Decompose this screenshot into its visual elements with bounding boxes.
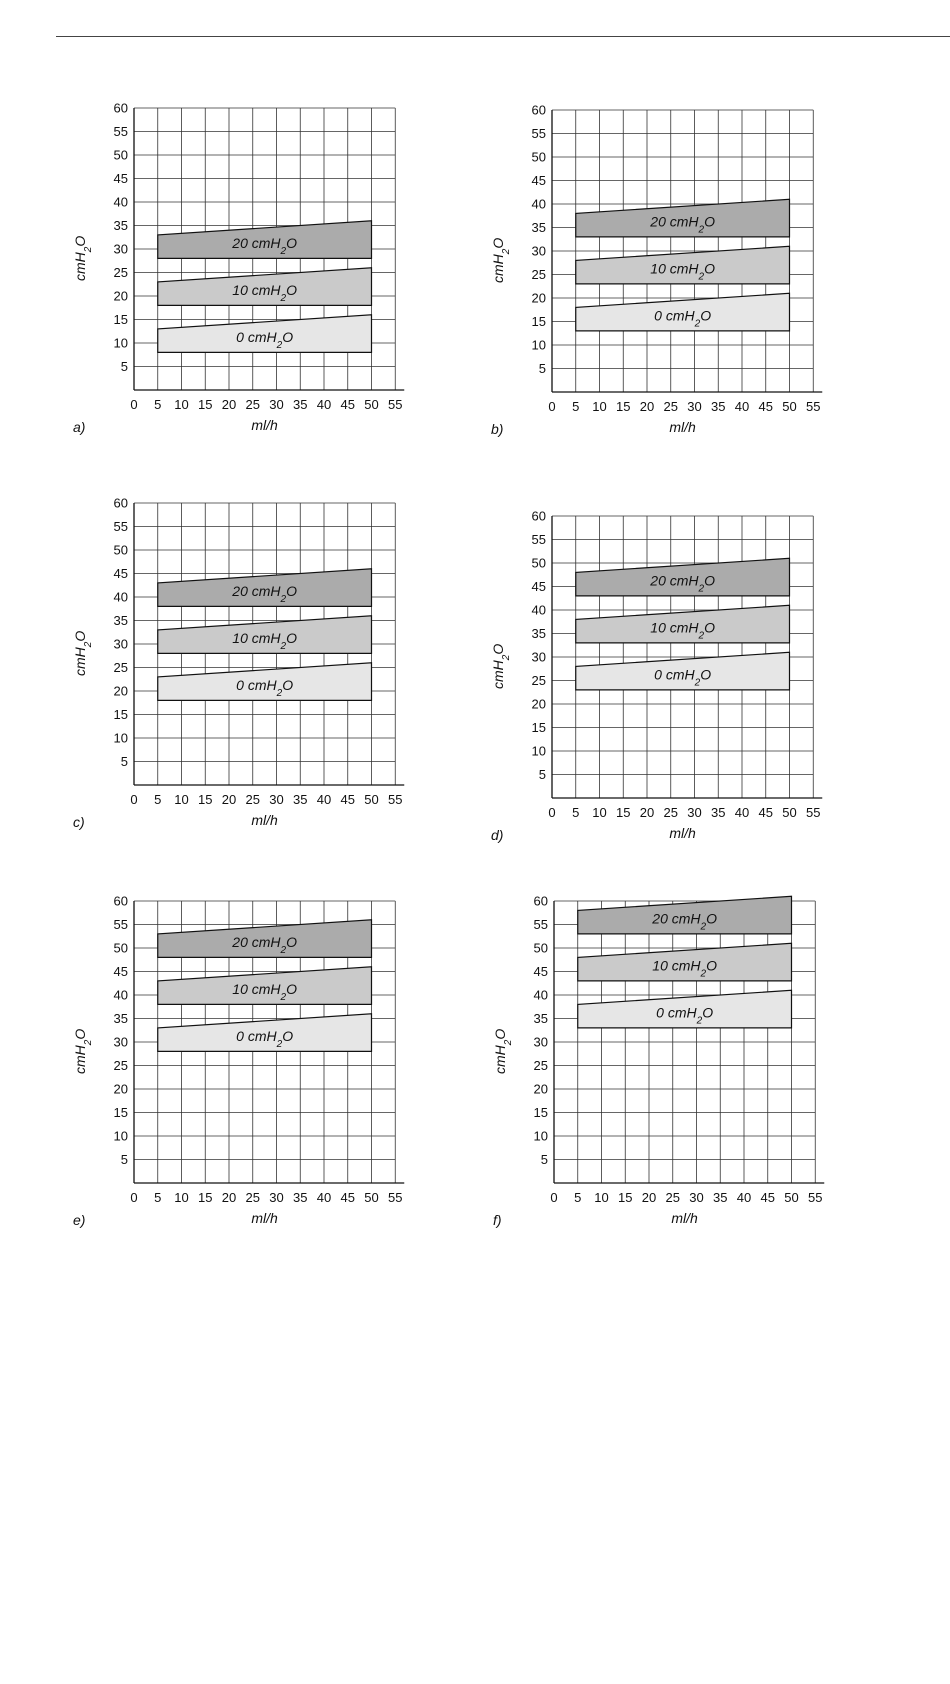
chart-panel-f xyxy=(490,893,940,1293)
x-tick-label: 40 xyxy=(316,1190,332,1205)
x-tick-label: 15 xyxy=(198,397,213,412)
y-tick-label: 15 xyxy=(533,1105,548,1120)
y-tick-label: 30 xyxy=(113,1034,128,1050)
y-tick-label: 5 xyxy=(120,359,128,374)
panel-letter: b) xyxy=(491,421,504,437)
y-tick-label: 50 xyxy=(531,555,546,571)
x-tick-label: 55 xyxy=(806,399,821,414)
x-tick-label: 35 xyxy=(711,805,726,820)
y-tick-label: 25 xyxy=(113,1058,128,1073)
x-tick-label: 50 xyxy=(784,1190,799,1205)
x-axis-label: ml/h xyxy=(669,825,696,841)
grid xyxy=(554,901,815,1183)
y-tick-label: 25 xyxy=(113,265,128,280)
x-tick-label: 50 xyxy=(782,399,797,414)
y-tick-label: 30 xyxy=(531,243,546,259)
band-label: 0 cmH$_2$O xyxy=(654,307,712,330)
x-tick-label: 50 xyxy=(364,792,379,807)
y-tick-label: 35 xyxy=(113,218,128,233)
y-tick-label: 55 xyxy=(531,532,546,547)
y-tick-label: 20 xyxy=(113,1081,128,1097)
band-2 xyxy=(576,246,790,284)
y-tick-label: 10 xyxy=(113,730,128,746)
x-tick-label: 10 xyxy=(174,792,189,807)
y-tick-label: 55 xyxy=(531,126,546,141)
x-tick-label: 15 xyxy=(618,1190,633,1205)
y-tick-label: 40 xyxy=(531,196,546,212)
x-tick-label: 50 xyxy=(364,397,379,412)
y-tick-label: 15 xyxy=(113,312,128,327)
y-axis-label: cmH$_2$O xyxy=(490,643,512,690)
y-tick-label: 45 xyxy=(533,964,548,979)
y-tick-label: 5 xyxy=(120,1152,128,1167)
y-axis-label: cmH$_2$O xyxy=(72,630,94,677)
band-label: 0 cmH$_2$O xyxy=(236,677,294,699)
y-tick-label: 10 xyxy=(113,1128,128,1144)
y-axis-label: cmH$_2$O xyxy=(490,237,512,284)
x-tick-label: 55 xyxy=(808,1190,823,1205)
chart-svg-e xyxy=(70,893,520,1293)
x-tick-label: 20 xyxy=(221,397,237,412)
x-tick-label: 25 xyxy=(245,792,260,807)
y-tick-label: 45 xyxy=(113,566,128,581)
y-tick-label: 45 xyxy=(531,579,546,594)
x-tick-label: 20 xyxy=(639,805,655,820)
y-tick-label: 30 xyxy=(531,649,546,665)
panel-letter: c) xyxy=(73,814,85,830)
band-1 xyxy=(158,221,372,259)
y-tick-label: 50 xyxy=(113,940,128,956)
y-tick-label: 10 xyxy=(531,743,546,759)
band-2 xyxy=(158,967,372,1005)
y-tick-label: 5 xyxy=(538,361,546,376)
x-tick-label: 0 xyxy=(550,1190,558,1205)
x-axis-label: ml/h xyxy=(251,812,278,828)
band-3 xyxy=(576,293,790,331)
x-tick-label: 10 xyxy=(174,1190,189,1205)
y-tick-label: 45 xyxy=(113,171,128,186)
y-tick-label: 20 xyxy=(113,683,128,699)
chart-panel-b xyxy=(488,102,938,502)
x-tick-label: 0 xyxy=(130,792,138,807)
x-tick-label: 15 xyxy=(198,792,213,807)
y-tick-label: 50 xyxy=(113,147,128,163)
band-label: 0 cmH$_2$O xyxy=(236,329,294,351)
y-tick-label: 40 xyxy=(533,987,548,1003)
x-tick-label: 45 xyxy=(760,1190,775,1205)
x-tick-label: 40 xyxy=(316,792,332,807)
y-axis-label: cmH$_2$O xyxy=(72,235,94,282)
x-tick-label: 30 xyxy=(687,805,702,820)
band-1 xyxy=(158,920,372,958)
band-3 xyxy=(158,663,372,701)
y-tick-label: 5 xyxy=(120,754,128,769)
chart-svg-b xyxy=(488,102,938,502)
x-tick-label: 10 xyxy=(592,399,607,414)
band-2 xyxy=(578,943,792,981)
chart-svg-a xyxy=(70,100,520,500)
x-axis-label: ml/h xyxy=(251,1210,278,1226)
x-axis-label: ml/h xyxy=(671,1210,698,1226)
band-1 xyxy=(578,896,792,934)
y-tick-label: 15 xyxy=(531,314,546,329)
x-tick-label: 40 xyxy=(734,805,750,820)
y-tick-label: 35 xyxy=(113,1011,128,1026)
x-tick-label: 45 xyxy=(758,399,773,414)
y-tick-label: 20 xyxy=(531,696,546,712)
chart-panel-e xyxy=(70,893,520,1293)
x-tick-label: 10 xyxy=(592,805,607,820)
band-1 xyxy=(576,199,790,237)
chart-panel-c xyxy=(70,495,520,895)
x-tick-label: 35 xyxy=(293,792,308,807)
chart-panel-a xyxy=(70,100,520,500)
y-tick-label: 30 xyxy=(113,636,128,652)
y-tick-label: 25 xyxy=(113,660,128,675)
x-tick-label: 45 xyxy=(758,805,773,820)
x-tick-label: 45 xyxy=(340,1190,355,1205)
band-1 xyxy=(158,569,372,607)
y-tick-label: 60 xyxy=(113,495,128,511)
x-tick-label: 25 xyxy=(663,399,678,414)
x-tick-label: 35 xyxy=(713,1190,728,1205)
y-tick-label: 30 xyxy=(533,1034,548,1050)
band-label: 20 cmH$_2$O xyxy=(232,934,297,956)
y-tick-label: 10 xyxy=(533,1128,548,1144)
x-tick-label: 5 xyxy=(154,397,162,412)
x-tick-label: 30 xyxy=(687,399,702,414)
band-3 xyxy=(158,315,372,353)
y-tick-label: 45 xyxy=(113,964,128,979)
band-3 xyxy=(158,1014,372,1052)
x-tick-label: 0 xyxy=(130,397,138,412)
y-tick-label: 25 xyxy=(533,1058,548,1073)
top-rule xyxy=(56,36,950,37)
x-tick-label: 55 xyxy=(388,1190,403,1205)
x-tick-label: 30 xyxy=(269,1190,284,1205)
x-tick-label: 35 xyxy=(293,1190,308,1205)
x-tick-label: 30 xyxy=(269,792,284,807)
y-tick-label: 55 xyxy=(113,124,128,139)
band-label: 20 cmH$_2$O xyxy=(232,583,297,605)
y-tick-label: 20 xyxy=(113,288,128,304)
y-axis-label: cmH$_2$O xyxy=(72,1028,94,1075)
y-tick-label: 55 xyxy=(533,917,548,932)
panel-letter: e) xyxy=(73,1212,86,1228)
band-label: 0 cmH$_2$O xyxy=(654,666,712,689)
x-tick-label: 5 xyxy=(572,399,580,414)
x-tick-label: 20 xyxy=(221,1190,237,1205)
panel-letter: a) xyxy=(73,419,86,435)
band-label: 0 cmH$_2$O xyxy=(236,1028,294,1050)
y-tick-label: 60 xyxy=(531,102,546,118)
y-tick-label: 60 xyxy=(531,508,546,524)
y-tick-label: 10 xyxy=(531,337,546,353)
y-tick-label: 50 xyxy=(531,149,546,165)
x-tick-label: 55 xyxy=(806,805,821,820)
x-axis-label: ml/h xyxy=(669,419,696,435)
chart-svg-d xyxy=(488,508,938,908)
x-tick-label: 45 xyxy=(340,792,355,807)
y-tick-label: 35 xyxy=(531,220,546,235)
x-tick-label: 55 xyxy=(388,397,403,412)
x-tick-label: 0 xyxy=(548,805,556,820)
y-tick-label: 55 xyxy=(113,519,128,534)
y-axis-label: cmH$_2$O xyxy=(492,1028,514,1075)
band-2 xyxy=(158,268,372,306)
y-tick-label: 55 xyxy=(113,917,128,932)
y-tick-label: 60 xyxy=(113,100,128,116)
x-tick-label: 20 xyxy=(641,1190,657,1205)
x-tick-label: 5 xyxy=(154,1190,162,1205)
x-tick-label: 25 xyxy=(663,805,678,820)
x-tick-label: 40 xyxy=(734,399,750,414)
x-tick-label: 45 xyxy=(340,397,355,412)
y-tick-label: 35 xyxy=(113,613,128,628)
y-tick-label: 60 xyxy=(533,893,548,909)
x-tick-label: 50 xyxy=(782,805,797,820)
band-1 xyxy=(576,558,790,596)
x-tick-label: 5 xyxy=(572,805,580,820)
band-3 xyxy=(578,990,792,1028)
band-label: 20 cmH$_2$O xyxy=(650,213,715,236)
x-tick-label: 40 xyxy=(736,1190,752,1205)
y-tick-label: 5 xyxy=(540,1152,548,1167)
y-tick-label: 40 xyxy=(113,194,128,210)
band-label: 10 cmH$_2$O xyxy=(652,957,717,980)
x-tick-label: 35 xyxy=(293,397,308,412)
band-label: 10 cmH$_2$O xyxy=(232,630,297,652)
panel-letter: f) xyxy=(493,1212,502,1228)
band-3 xyxy=(576,652,790,690)
x-axis-label: ml/h xyxy=(251,417,278,433)
y-tick-label: 35 xyxy=(531,626,546,641)
chart-svg-c xyxy=(70,495,520,895)
x-tick-label: 0 xyxy=(130,1190,138,1205)
x-tick-label: 55 xyxy=(388,792,403,807)
y-tick-label: 25 xyxy=(531,267,546,282)
y-tick-label: 40 xyxy=(113,987,128,1003)
x-tick-label: 5 xyxy=(574,1190,582,1205)
band-2 xyxy=(158,616,372,654)
x-tick-label: 20 xyxy=(639,399,655,414)
x-tick-label: 10 xyxy=(174,397,189,412)
y-tick-label: 50 xyxy=(533,940,548,956)
band-label: 20 cmH$_2$O xyxy=(652,910,717,933)
x-tick-label: 10 xyxy=(594,1190,609,1205)
band-label: 20 cmH$_2$O xyxy=(650,572,715,595)
y-tick-label: 15 xyxy=(113,1105,128,1120)
band-label: 10 cmH$_2$O xyxy=(650,619,715,642)
x-tick-label: 25 xyxy=(245,397,260,412)
y-tick-label: 20 xyxy=(531,290,546,306)
x-tick-label: 25 xyxy=(245,1190,260,1205)
y-tick-label: 25 xyxy=(531,673,546,688)
x-tick-label: 0 xyxy=(548,399,556,414)
x-tick-label: 30 xyxy=(269,397,284,412)
y-tick-label: 20 xyxy=(533,1081,548,1097)
x-tick-label: 50 xyxy=(364,1190,379,1205)
y-tick-label: 5 xyxy=(538,767,546,782)
chart-svg-f xyxy=(490,893,940,1293)
y-tick-label: 35 xyxy=(533,1011,548,1026)
x-tick-label: 15 xyxy=(198,1190,213,1205)
y-tick-label: 45 xyxy=(531,173,546,188)
band-label: 0 cmH$_2$O xyxy=(656,1004,714,1027)
y-tick-label: 50 xyxy=(113,542,128,558)
panel-letter: d) xyxy=(491,827,504,843)
y-tick-label: 10 xyxy=(113,335,128,351)
band-label: 10 cmH$_2$O xyxy=(232,981,297,1003)
band-2 xyxy=(576,605,790,643)
chart-panel-d xyxy=(488,508,938,908)
y-tick-label: 40 xyxy=(113,589,128,605)
y-tick-label: 60 xyxy=(113,893,128,909)
y-tick-label: 15 xyxy=(113,707,128,722)
x-tick-label: 25 xyxy=(665,1190,680,1205)
y-tick-label: 30 xyxy=(113,241,128,257)
y-tick-label: 40 xyxy=(531,602,546,618)
x-tick-label: 40 xyxy=(316,397,332,412)
x-tick-label: 20 xyxy=(221,792,237,807)
x-tick-label: 5 xyxy=(154,792,162,807)
x-tick-label: 30 xyxy=(689,1190,704,1205)
band-label: 10 cmH$_2$O xyxy=(650,260,715,283)
x-tick-label: 35 xyxy=(711,399,726,414)
x-tick-label: 15 xyxy=(616,805,631,820)
band-label: 10 cmH$_2$O xyxy=(232,282,297,304)
y-tick-label: 15 xyxy=(531,720,546,735)
x-tick-label: 15 xyxy=(616,399,631,414)
band-label: 20 cmH$_2$O xyxy=(232,235,297,257)
